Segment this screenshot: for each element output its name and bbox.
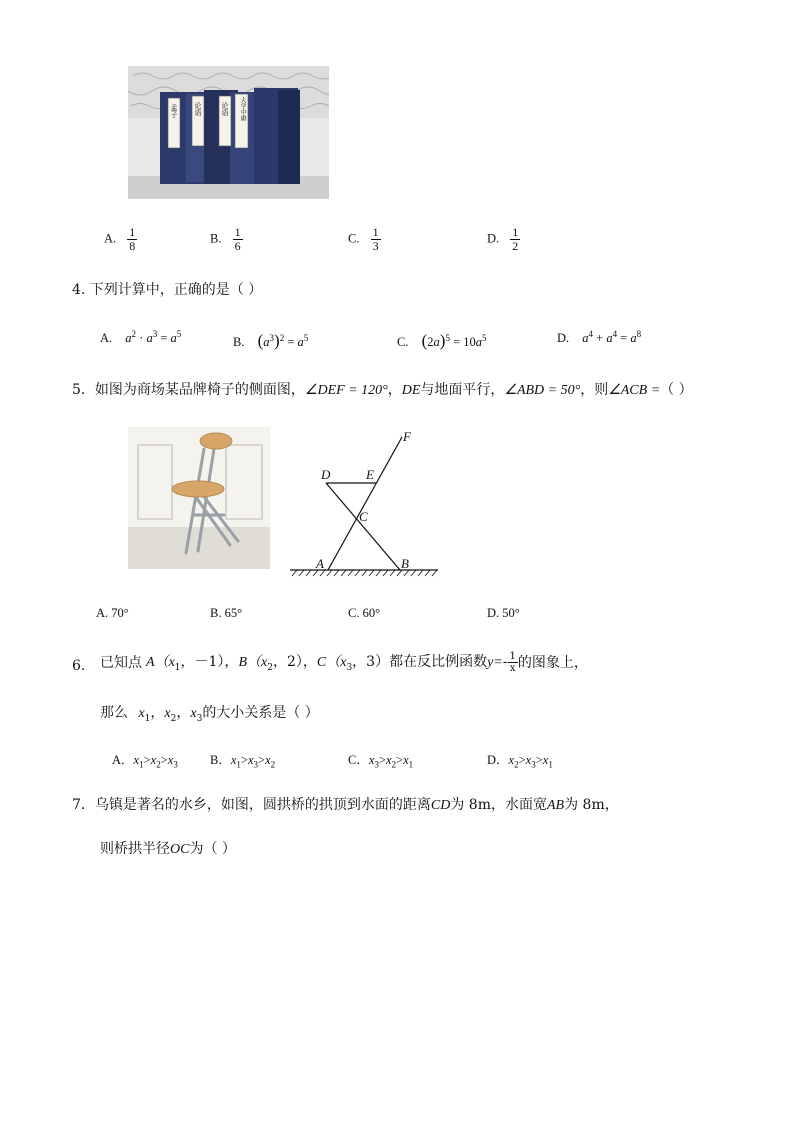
option-letter: C． xyxy=(348,753,369,767)
q6-stem-text: 那么 xyxy=(100,705,128,721)
segment-cd: CD xyxy=(430,798,451,813)
var-x: x xyxy=(261,655,268,670)
label-a: A xyxy=(316,556,324,571)
function-y: y= xyxy=(487,655,503,670)
q5-stem-text: （ ） xyxy=(660,382,693,398)
q7-stem-text: 为 8m，水面宽 xyxy=(450,797,547,813)
q6-stem-text: ，2）， xyxy=(272,654,317,670)
fraction-denominator: 3 xyxy=(372,239,379,253)
label-c: C xyxy=(359,509,368,524)
segment-de: DE xyxy=(401,383,421,398)
option-letter: B. xyxy=(233,335,245,349)
q7-stem-text: 7．乌镇是著名的水乡，如图，圆拱桥的拱顶到水面的距离 xyxy=(72,797,431,813)
q6-stem-text: 已知点 xyxy=(100,654,142,671)
fraction-numerator: 1 xyxy=(129,225,136,239)
q7-stem-text: 则桥拱半径 xyxy=(100,841,170,857)
segment-oc: OC xyxy=(170,842,190,857)
q5-stem-text: 与地面平行， xyxy=(420,382,505,398)
fraction-numerator: 1 xyxy=(234,225,241,239)
q3-option-b[interactable] xyxy=(210,226,243,253)
option-letter: C. xyxy=(397,335,409,349)
q6-stem-text: 的图象上， xyxy=(517,654,588,671)
point-b: B（ xyxy=(238,655,261,670)
fraction-numerator: 1 xyxy=(512,225,519,239)
option-letter: A. xyxy=(104,231,117,246)
label-f: F xyxy=(403,429,411,444)
fraction-numerator: 1 xyxy=(372,225,379,239)
q6-stem-text: ，3）都在反比例函数 xyxy=(352,654,488,670)
q6-stem-line1: 已知点 $A(x_1$，－1），$B(x_2$，2），$C(x_3$，3）都在反比例函数y=- $\frac{1}{x}$ 的图象上， xyxy=(100,651,588,674)
option-letter: B． xyxy=(210,753,231,767)
book-title-4: 大学中庸 xyxy=(239,97,246,121)
q5-option-d[interactable]: D. 50° xyxy=(487,606,520,620)
fraction-denominator: x xyxy=(509,663,516,674)
q6-stem-text: ，－1）， xyxy=(180,654,239,670)
segment-ab: AB xyxy=(547,798,565,813)
angle-def: ∠DEF = 120° xyxy=(304,383,388,398)
q3-option-d[interactable] xyxy=(487,226,520,253)
book-title-1: 孟子 xyxy=(170,104,178,118)
diagram-label-layer xyxy=(286,427,446,579)
fraction-denominator: 2 xyxy=(512,239,519,253)
option-letter: A. xyxy=(100,331,113,345)
q4-option-a[interactable]: A. $a^2 \cdot a^3 = a^5$ xyxy=(100,328,182,345)
q3-option-a[interactable] xyxy=(104,226,137,253)
q4-option-d[interactable]: D. $a^4 + a^4 = a^8$ xyxy=(557,328,642,345)
minus-sign: - xyxy=(502,654,508,670)
q4-stem: 4. 下列计算中，正确的是（ ） xyxy=(72,282,263,298)
q5-option-b[interactable]: B. 65° xyxy=(210,606,243,620)
q4-option-c[interactable]: C. $(2a)^5 = 10a^5$ xyxy=(397,331,487,350)
label-d: D xyxy=(321,467,331,482)
option-letter: A． xyxy=(112,753,134,767)
q4-option-b[interactable]: B. $(a^3)^2 = a^5$ xyxy=(233,331,309,350)
label-e: E xyxy=(366,467,374,482)
var-x: x xyxy=(340,655,347,670)
option-letter: D. xyxy=(487,231,500,246)
q3-option-c[interactable] xyxy=(348,226,381,253)
q5-stem-text: ， xyxy=(387,382,402,398)
label-b: B xyxy=(401,556,409,571)
point-c: C（ xyxy=(316,655,341,670)
q6-option-b[interactable]: B．$x_1>x_3>x_2$ xyxy=(210,753,276,770)
point-a: A（ xyxy=(146,655,169,670)
option-letter: D. xyxy=(557,331,570,345)
q7-stem-line1 xyxy=(72,796,619,815)
chair-photo xyxy=(128,427,270,569)
q5-stem xyxy=(72,381,693,400)
fraction-numerator: 1 xyxy=(509,651,516,662)
q5-option-a[interactable]: A. 70° xyxy=(96,606,129,620)
q6-stem-line2: 那么 $x_1$，$x_2$，$x_3$的大小关系是（ ） xyxy=(100,705,319,724)
fraction-denominator: 8 xyxy=(129,239,136,253)
option-letter: B. xyxy=(210,231,222,246)
fraction-denominator: 6 xyxy=(234,239,241,253)
q6-option-a[interactable]: A．$x_1>x_2>x_3$ xyxy=(112,753,178,770)
q6-option-d[interactable]: D．$x_2>x_3>x_1$ xyxy=(487,753,553,770)
q5-stem-text: ，则 xyxy=(580,382,609,398)
q6-stem-text: 的大小关系是（ ） xyxy=(202,705,319,721)
q6-number: 6. xyxy=(72,658,86,674)
book-title-layer xyxy=(128,66,329,199)
var-x: x xyxy=(168,655,175,670)
option-letter: D． xyxy=(487,753,509,767)
q6-option-c[interactable]: C．$x_3>x_2>x_1$ xyxy=(348,753,414,770)
book-title-2: 论语 xyxy=(194,102,202,116)
q5-option-c[interactable]: C. 60° xyxy=(348,606,381,620)
q5-stem-text: 5．如图为商场某品牌椅子的侧面图， xyxy=(72,382,305,398)
angle-abd: ∠ABD = 50° xyxy=(504,383,581,398)
angle-acb: ∠ACB = xyxy=(608,383,661,398)
q7-stem-line2 xyxy=(100,840,236,859)
option-letter: C. xyxy=(348,231,360,246)
q7-stem-text: 为（ ） xyxy=(189,841,236,857)
q7-stem-text: 为 8m， xyxy=(564,797,619,813)
book-title-3: 论语 xyxy=(221,102,229,116)
